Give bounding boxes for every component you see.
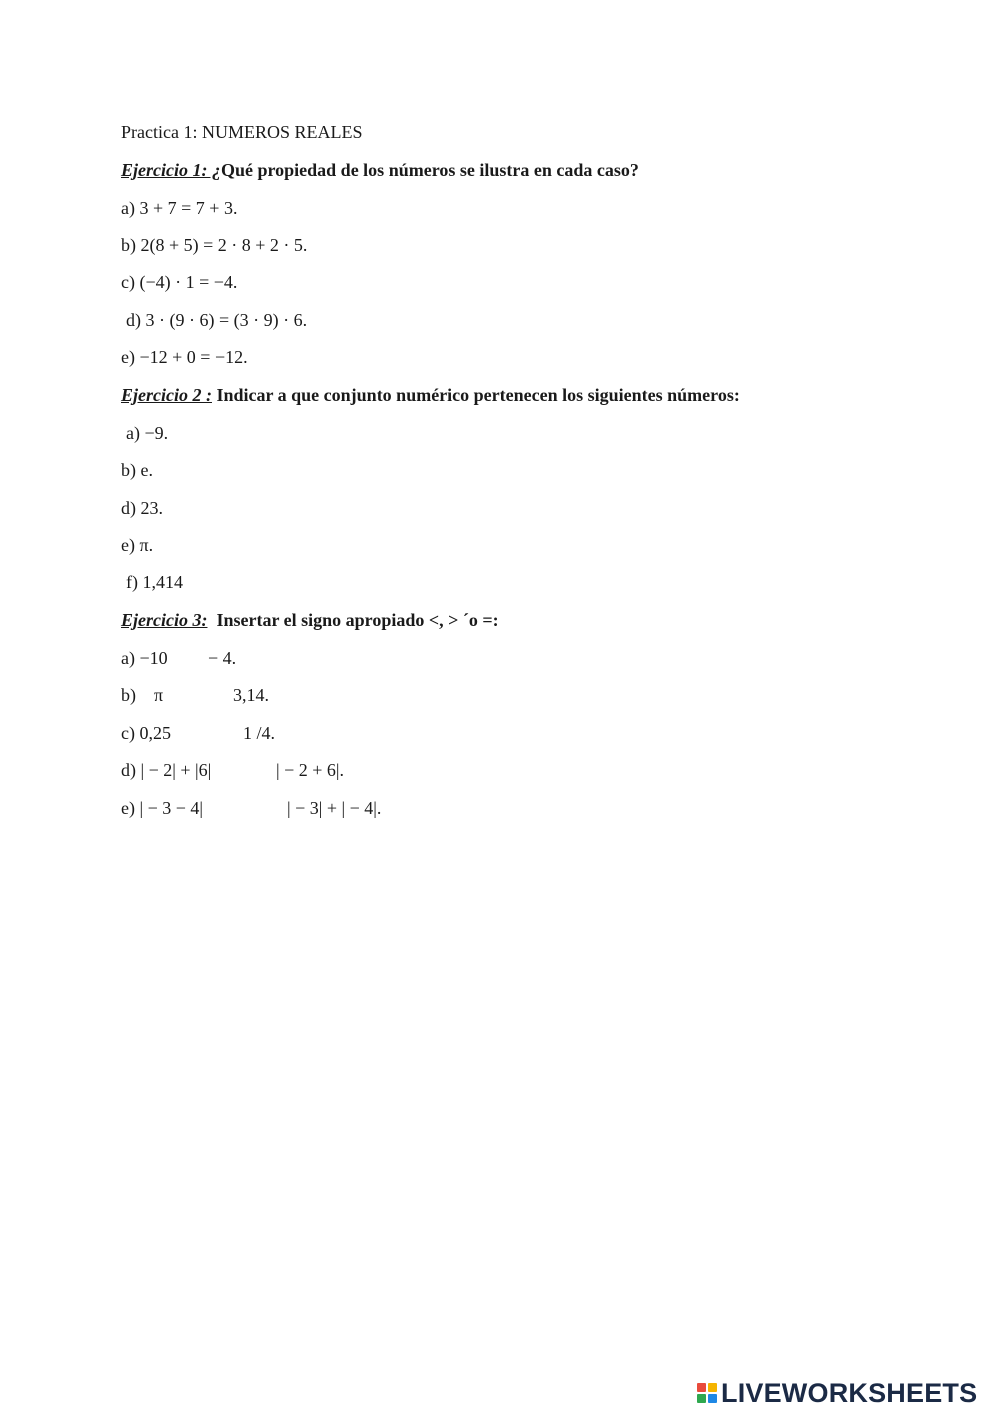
logo-text: LIVEWORKSHEETS (721, 1377, 978, 1408)
liveworksheets-logo (697, 1377, 977, 1409)
exercise-3-label: Ejercicio 3: (121, 610, 208, 630)
exercise-1-item-b: b) 2(8 + 5) = 2 · 8 + 2 · 5. (121, 235, 308, 255)
exercise-2-label: Ejercicio 2 : (121, 385, 212, 405)
exercise-3-item-c-left: c) 0,25 (121, 723, 171, 743)
exercise-3-item-e-left: e) | − 3 − 4| (121, 798, 203, 818)
exercise-3-item-d-right: | − 2 + 6|. (276, 760, 345, 780)
exercise-3-item-a-right: − 4. (208, 648, 237, 668)
exercise-3-item-d-left: d) | − 2| + |6| (121, 760, 212, 780)
exercise-3-item-e-right: | − 3| + | − 4|. (287, 798, 382, 818)
exercise-1-item-c: c) (−4) · 1 = −4. (121, 272, 238, 292)
exercise-1-item-d: d) 3 · (9 · 6) = (3 · 9) · 6. (126, 310, 308, 330)
exercise-1-item-e: e) −12 + 0 = −12. (121, 347, 248, 367)
exercise-1-instruction: Qué propiedad de los números se ilustra en cada caso? (220, 160, 639, 180)
exercise-2-item-d: d) 23. (121, 498, 163, 518)
exercise-3-instruction: Insertar el signo apropiado <, > ´o =: (207, 610, 499, 630)
logo-tile-blue (708, 1394, 717, 1403)
exercise-2-item-f: f) 1,414 (126, 572, 183, 592)
logo-tile-red (697, 1383, 706, 1392)
exercise-2-item-b: b) e. (121, 460, 153, 480)
exercise-3-item-b-left: b) π (121, 685, 164, 705)
exercise-3-item-b-right: 3,14. (233, 685, 269, 705)
exercise-2-item-a: a) −9. (126, 423, 169, 443)
logo-tile-yellow (708, 1383, 717, 1392)
exercise-1-label: Ejercicio 1: ¿ (121, 160, 221, 180)
exercise-3-item-c-right: 1 /4. (243, 723, 276, 743)
exercise-2-item-e: e) π. (121, 535, 154, 555)
page-title: Practica 1: NUMEROS REALES (121, 122, 363, 142)
exercise-2-instruction: Indicar a que conjunto numérico pertenecen los siguientes números: (211, 385, 740, 405)
exercise-1-heading (121, 159, 639, 181)
exercise-1-item-a: a) 3 + 7 = 7 + 3. (121, 198, 238, 218)
exercise-3-heading (121, 609, 499, 631)
logo-grid-icon (697, 1383, 717, 1403)
logo-tile-green (697, 1394, 706, 1403)
exercise-2-heading (121, 384, 740, 406)
exercise-3-item-a-left: a) −10 (121, 648, 168, 668)
